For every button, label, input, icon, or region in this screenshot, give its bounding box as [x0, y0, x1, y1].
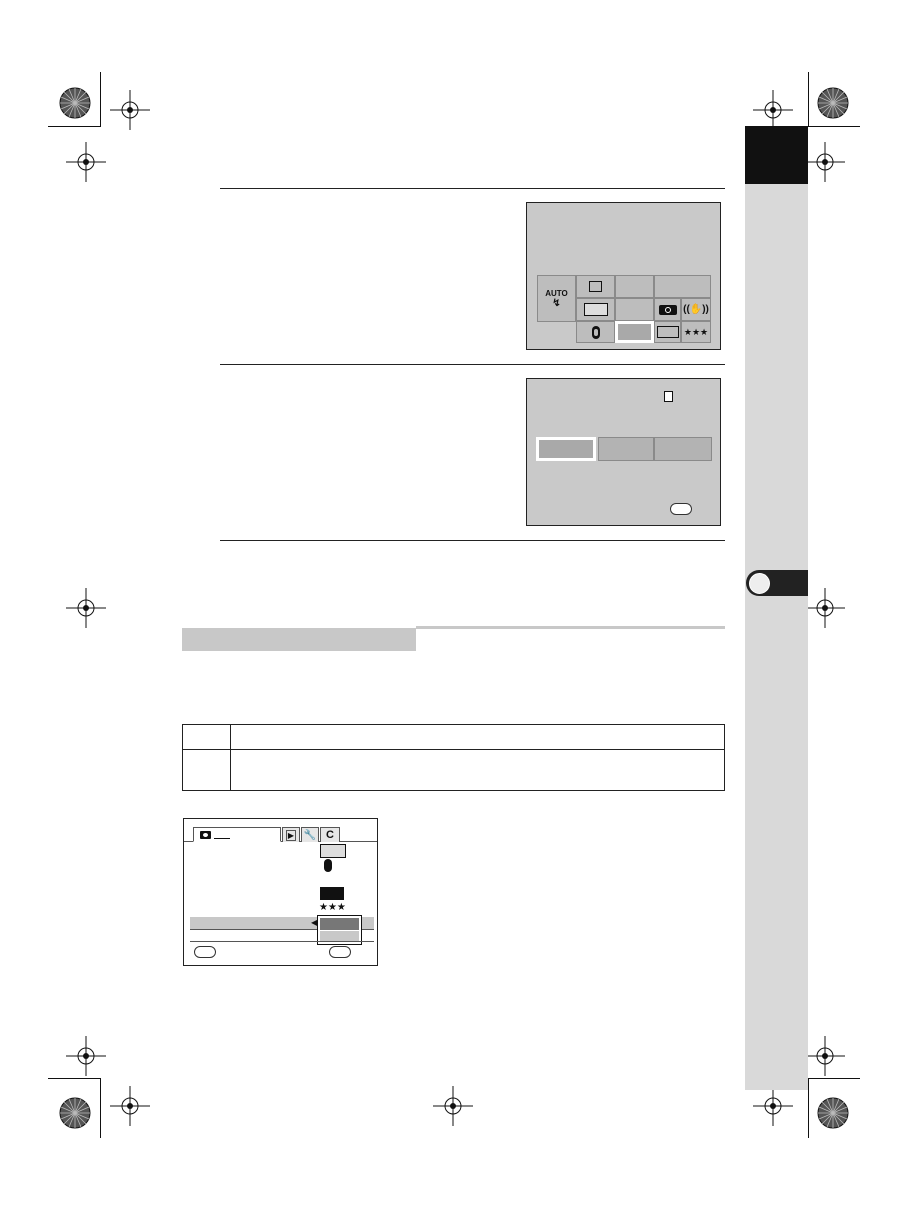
crop-line: [808, 126, 860, 127]
custom-image-icon: [320, 844, 346, 858]
table-cell: [231, 750, 725, 791]
crop-line: [100, 1078, 101, 1138]
registration-mark-icon: [66, 588, 106, 628]
registration-mark-icon: [805, 142, 845, 182]
shake-reduction-icon: ((✋)): [683, 304, 709, 315]
chapter-badge-dot: [749, 573, 770, 594]
flash-auto-button[interactable]: [537, 275, 576, 322]
menu-button[interactable]: [194, 946, 216, 958]
quality-stars: ★★★: [319, 902, 346, 913]
menu-footer-line: [190, 941, 374, 942]
dropdown-option-selected[interactable]: [320, 918, 359, 930]
option-1-button[interactable]: [536, 437, 596, 461]
empty-cell-button[interactable]: [615, 298, 654, 321]
registration-mark-icon: [805, 1036, 845, 1076]
metering-icon: [659, 305, 677, 315]
wrench-icon: 🔧: [303, 829, 317, 841]
iso-button[interactable]: [576, 321, 615, 343]
crop-line: [808, 72, 809, 127]
crop-line: [808, 1078, 860, 1079]
tab-record-underline: [214, 838, 230, 839]
custom-image-button[interactable]: [576, 298, 615, 321]
section-rule: [416, 626, 725, 629]
crop-line: [100, 72, 101, 127]
metering-button[interactable]: [654, 298, 681, 321]
color-target-icon: [816, 86, 850, 120]
registration-mark-icon: [753, 90, 793, 130]
single-frame-icon: [589, 281, 602, 292]
option-2-button[interactable]: [598, 437, 654, 461]
ok-button[interactable]: [329, 946, 351, 958]
iso-icon: [324, 859, 332, 872]
table-cell: [231, 725, 725, 750]
playback-icon: ▶: [287, 830, 295, 840]
step-divider: [220, 188, 725, 189]
step-divider: [220, 540, 725, 541]
custom-image-icon: [584, 303, 608, 316]
table-cell: [183, 750, 231, 791]
table-row: [183, 725, 725, 750]
quality-stars: ★★★: [683, 326, 709, 337]
chapter-badge: [746, 570, 808, 596]
tab-record[interactable]: [193, 827, 281, 842]
chapter-tab-strip: [745, 126, 808, 1090]
crop-line: [48, 1078, 100, 1079]
color-target-icon: [58, 1096, 92, 1130]
ok-button[interactable]: [670, 503, 692, 515]
iso-icon: [592, 326, 600, 339]
flash-icon: ↯: [552, 297, 561, 309]
color-target-icon: [58, 86, 92, 120]
chapter-tab-header: [745, 126, 808, 184]
tab-custom-label: C: [326, 829, 334, 841]
section-heading-bar: [182, 628, 416, 651]
option-3-button[interactable]: [654, 437, 712, 461]
left-arrow-icon: ◀: [311, 918, 318, 927]
table-cell: [183, 725, 231, 750]
drive-mode-button[interactable]: [576, 275, 615, 298]
control-panel-screen: [526, 202, 721, 350]
registration-mark-icon: [66, 1036, 106, 1076]
camera-icon: [200, 831, 211, 839]
settings-table: [182, 724, 725, 791]
registration-mark-icon: [66, 142, 106, 182]
tab-playback[interactable]: [282, 827, 300, 842]
tab-setup[interactable]: [301, 827, 319, 842]
camera-menu-screen: [183, 818, 378, 966]
resolution-button[interactable]: [654, 321, 681, 343]
registration-mark-icon: [753, 1086, 793, 1126]
shake-reduction-button[interactable]: [681, 298, 711, 321]
empty-cell-button[interactable]: [615, 275, 654, 298]
flash-auto-label: AUTO: [545, 288, 568, 298]
empty-cell-button[interactable]: [654, 275, 711, 298]
sd-card-icon: [664, 391, 673, 402]
color-target-icon: [816, 1096, 850, 1130]
resolution-icon: [657, 326, 679, 338]
registration-mark-icon: [110, 1086, 150, 1126]
selected-cell-button[interactable]: [615, 321, 654, 343]
table-row: [183, 750, 725, 791]
registration-mark-icon: [805, 588, 845, 628]
quality-button[interactable]: [681, 321, 711, 343]
step-divider: [220, 364, 725, 365]
tab-custom[interactable]: [320, 827, 340, 842]
registration-mark-icon: [110, 90, 150, 130]
option-selection-screen: [526, 378, 721, 526]
crop-line: [48, 126, 100, 127]
resolution-value-box: [320, 887, 344, 900]
registration-mark-icon: [433, 1086, 473, 1126]
crop-line: [808, 1078, 809, 1138]
